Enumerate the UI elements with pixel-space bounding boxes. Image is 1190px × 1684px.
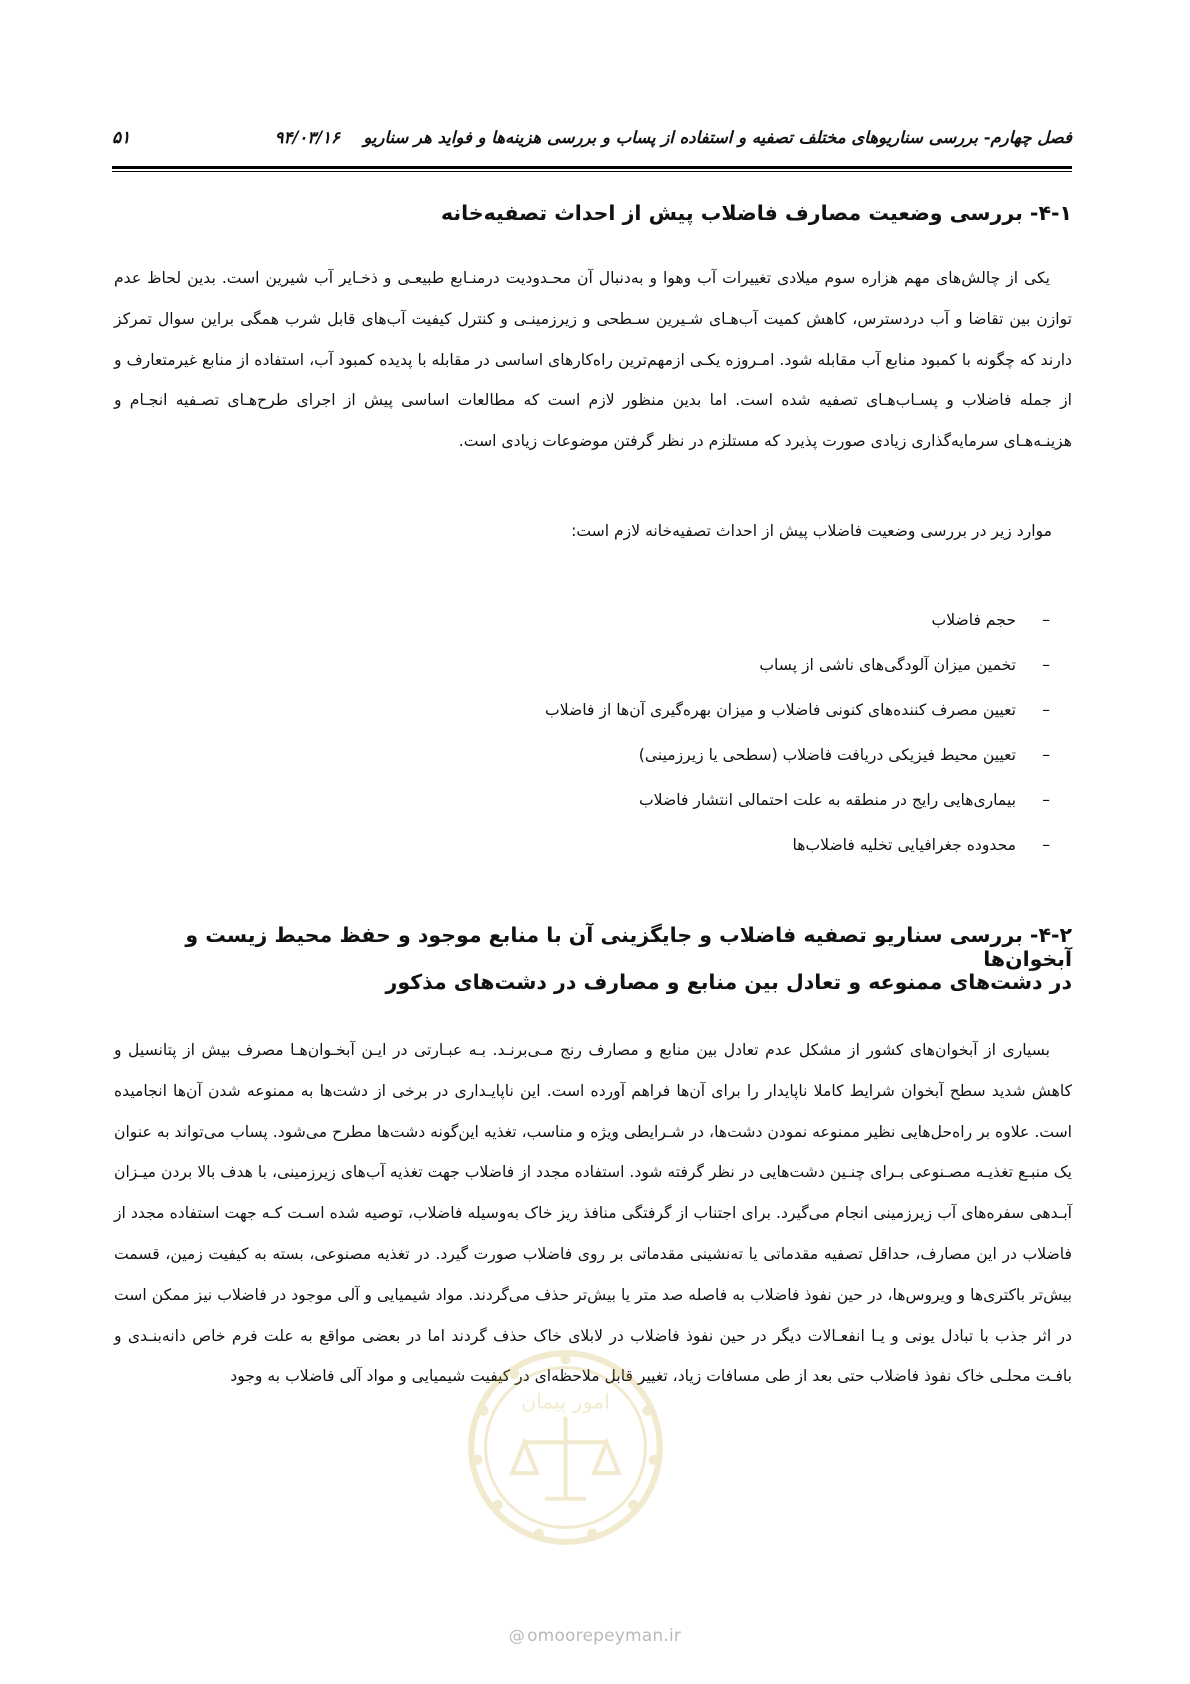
- section-4-1-paragraph: [114, 258, 1072, 508]
- list-bullet-dash: –: [1042, 656, 1050, 674]
- list-item-text: تخمین میزان آلودگی‌های ناشی از پساب: [759, 656, 1016, 674]
- running-header-title: [275, 128, 1072, 147]
- header-divider-thin: [112, 171, 1072, 172]
- page-number: ۵۱: [112, 128, 131, 148]
- watermark-seal-text: امور پیمان: [521, 1389, 610, 1414]
- header-date: ۹۴/۰۳/۱۶: [274, 128, 340, 147]
- section-heading-4-1: ۴-۱- بررسی وضعیت مصارف فاضلاب پیش از احداث تصفیه‌خانه: [441, 201, 1072, 225]
- list-item-text: محدوده جغرافیایی تخلیه فاضلاب‌ها: [792, 836, 1016, 854]
- list-item: [190, 827, 1050, 872]
- list-bullet-dash: –: [1042, 746, 1050, 764]
- list-bullet-dash: –: [1042, 701, 1050, 719]
- section-heading-4-2-continued: در دشت‌های ممنوعه و تعادل بین منابع و مصارف در دشت‌های مذکور: [385, 970, 1072, 994]
- header-divider: [112, 166, 1072, 169]
- list-item-text: بیماری‌هایی رایج در منطقه به علت احتمالی انتشار فاضلاب: [638, 791, 1016, 809]
- list-bullet-dash: –: [1042, 791, 1050, 809]
- list-item: [190, 647, 1050, 692]
- list-bullet-dash: –: [1042, 836, 1050, 854]
- list-item: [190, 602, 1050, 647]
- section-4-1-paragraph-text: یکی از چالش‌های مهم هزاره سوم میلادی تغییرات آب وهوا و به‌دنبال آن محـدودیت درمنـابع طبیعـی و ذخـایر آب شیرین است. بدین لحاظ عدم توازن بین تقاضا و آب دردسترس، کاهش کمیت آب‌هـای شـیرین سـطحی و زیرزمینـی و کنترل کیفیت آب‌های قابل شرب همگی براین سوال تمرکز دارند که چگونه با کمبود منابع آب مقابله شود. امـروزه یکـی ازمهم‌ترین راه‌کارهای اساسی در مقابله با پدیده کمبود آب، استفاده از منابع غیرمتعارف و از جمله فاضلاب و پسـاب‌هـای تصفیه شده است. اما بدین منظور لازم است که مطالعات اساسی پیش از اجرای طرح‌هـای تصـفیه انجـام و هزینـه‌هـای سرمایه‌گذاری زیادی صورت پذیرد که مستلزم در نظر گرفتن موضوعات زیادی است.: [114, 269, 1072, 451]
- at-icon: @: [508, 1626, 526, 1645]
- section-heading-4-2: ۴-۲- بررسی سناریو تصفیه فاضلاب و جایگزینی آن با منابع موجود و حفظ محیط زیست و آبخوان‌ها: [185, 923, 1072, 971]
- watermark-site-text: [0, 1626, 1190, 1646]
- section-4-1-list-intro: موارد زیر در بررسی وضعیت فاضلاب پیش از احداث تصفیه‌خانه لازم است:: [571, 522, 1052, 540]
- list-item-text: تعیین محیط فیزیکی دریافت فاضلاب (سطحی یا زیرزمینی): [638, 746, 1016, 764]
- list-bullet-dash: –: [1042, 611, 1050, 629]
- header-chapter-title: فصل چهارم- بررسی سناریوهای مختلف تصفیه و استفاده از پساب و بررسی هزینه‌ها و فواید هر سناریو: [363, 128, 1072, 147]
- page-header: [112, 128, 1072, 162]
- list-item-text: تعیین مصرف کننده‌های کنونی فاضلاب و میزان بهره‌گیری آن‌ها از فاضلاب: [545, 701, 1016, 719]
- list-item-text: حجم فاضلاب: [931, 611, 1016, 629]
- list-item: [190, 737, 1050, 782]
- list-item: [190, 692, 1050, 737]
- list-item: [190, 782, 1050, 827]
- requirements-list: [190, 602, 1050, 872]
- section-4-2-paragraph-text: بسیاری از آبخوان‌های کشور از مشکل عدم تعادل بین منابع و مصارف رنج مـی‌برنـد. بـه عبـارتی در ایـن آبخـوان‌هـا مصرف بیش از پتانسیل و کاهش شدید سطح آبخوان شرایط کاملا ناپایدار را برای آن‌ها فراهم آورده است. این ناپایـداری در برخی از دشت‌ها به ممنوعه شدن آن‌ها انجامیده است. علاوه بر راه‌حل‌هایی نظیر ممنوعه نمودن دشت‌ها، در شـرایطی ویژه و مناسب، تغذیه این‌گونه دشت‌ها مطرح می‌شود. پساب می‌تواند به عنوان یک منبـع تغذیـه مصـنوعی بـرای چنـین دشت‌هایی در نظر گرفته شود. استفاده مجدد از فاضلاب جهت تغذیه آب‌های زیرزمینی، با هدف بالا بردن میـزان آبـدهی سفره‌های آب زیرزمینی انجام می‌گیرد. برای اجتناب از گرفتگی منافذ ریز خاک به‌وسیله فاضلاب، توصیه شده اسـت کـه جهت استفاده مجدد از فاضلاب در این مصارف، حداقل تصفیه مقدماتی یا ته‌نشینی مقدماتی بر روی فاضلاب صورت گیرد. در تغذیه مصنوعی، بسته به کیفیت زمین، قسمت بیش‌تر باکتری‌ها و ویروس‌ها، در حین نفوذ فاضلاب به فاصله صد متر یا بیش‌تر حذف می‌گردند. مواد شیمیایی و آلی موجود در فاضلاب نیز ممکن است در اثر جذب با تبادل یونی و یـا انفعـالات دیگر در حین نفوذ فاضلاب در لابلای خاک حذف گردند اما در بعضی مواقع به علت فرم خاص دانه‌بنـدی و بافـت محلـی خاک نفوذ فاضلاب حتی بعد از طی مسافات زیاد، تغییر قابل ملاحظه‌ای در کیفیت شیمیایی و مواد آلی فاضلاب به وجود: [114, 1041, 1072, 1386]
- watermark-site-name: omoorepeyman.ir: [527, 1626, 682, 1646]
- watermark-seal-icon: [463, 1345, 668, 1550]
